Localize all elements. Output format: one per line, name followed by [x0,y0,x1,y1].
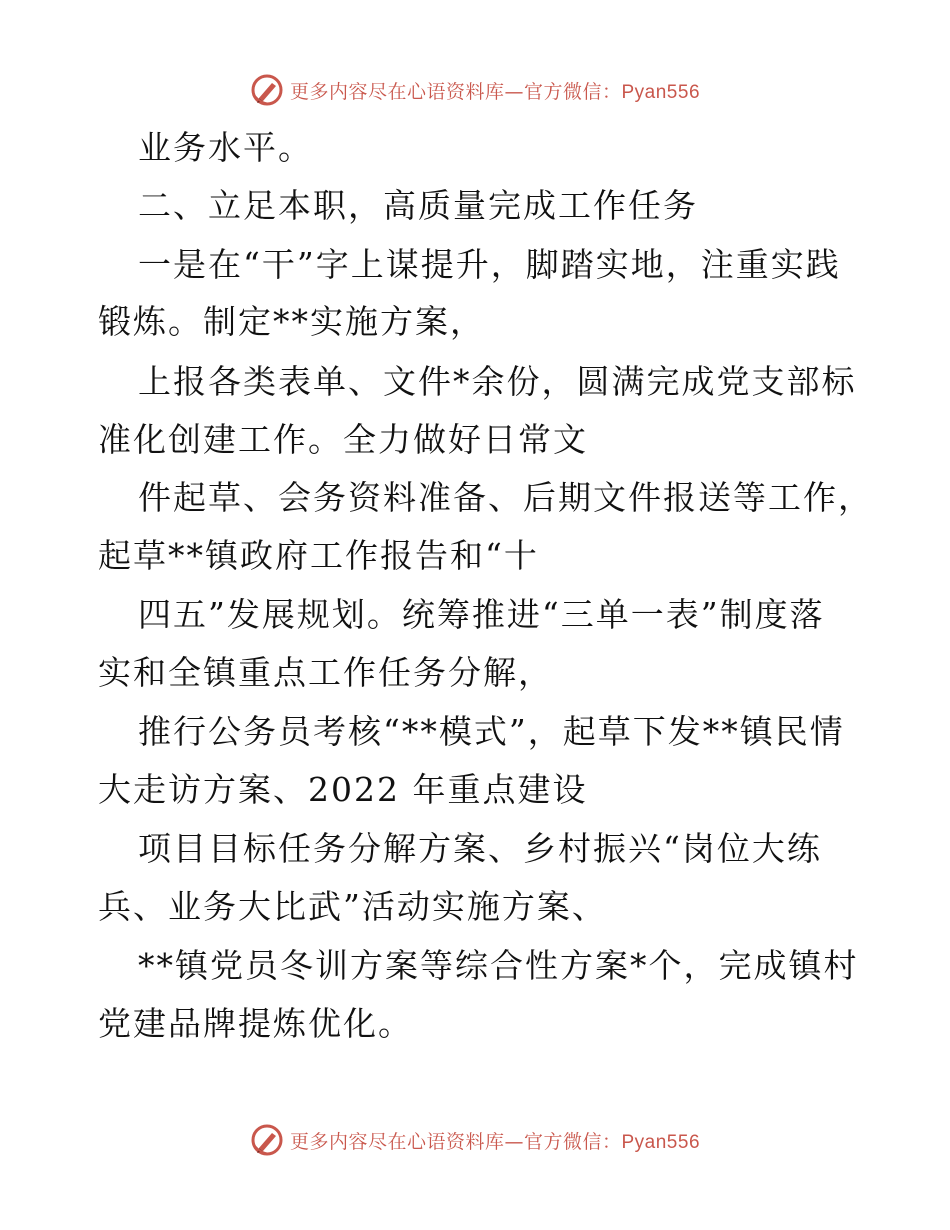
paragraph-line: **镇党员冬训方案等综合性方案*个，完成镇村 [138,946,859,985]
paragraph-line: 实和全镇重点工作任务分解， [98,653,553,692]
watermark-text-cn2: 官方微信： [523,1130,622,1153]
watermark-text-cn: 更多内容尽在心语资料库 [289,80,505,103]
pen-logo-icon [250,73,284,107]
paragraph-line: 业务水平。 [138,128,313,167]
paragraph-line: 大走访方案、2022 年重点建设 [98,770,588,809]
pen-logo-icon [250,1123,284,1157]
paragraph-line: 四五”发展规划。统筹推进“三单一表”制度落 [138,595,825,634]
paragraph-line: 准化创建工作。全力做好日常文 [98,420,588,459]
paragraph-line: 锻炼。制定**实施方案， [98,302,485,341]
paragraph-line: 上报各类表单、文件*余份，圆满完成党支部标 [138,362,857,401]
watermark-text-cn: 更多内容尽在心语资料库 [289,1130,505,1153]
watermark-separator: — [504,1130,524,1153]
paragraph-line: 推行公务员考核“**模式”，起草下发**镇民情 [138,712,845,751]
paragraph-line: 项目目标任务分解方案、乡村振兴“岗位大练 [138,829,822,868]
watermark-wechat-id: Pyan556 [621,81,701,103]
watermark-text [290,77,700,104]
header-watermark [0,70,950,110]
watermark-wechat-id: Pyan556 [621,1131,701,1153]
paragraph-line: 党建品牌提炼优化。 [98,1004,413,1043]
section-heading: 二、立足本职，高质量完成工作任务 [138,186,698,225]
paragraph-line: 件起草、会务资料准备、后期文件报送等工作， [138,478,873,517]
watermark-text [290,1127,700,1154]
paragraph-line: 兵、业务大比武”活动实施方案、 [98,887,607,926]
watermark-text-cn2: 官方微信： [523,80,622,103]
paragraph-line: 一是在“干”字上谋提升，脚踏实地，注重实践 [138,245,841,284]
watermark-separator: — [504,80,524,103]
paragraph-line: 起草**镇政府工作报告和“十 [98,536,539,575]
footer-watermark [0,1120,950,1160]
